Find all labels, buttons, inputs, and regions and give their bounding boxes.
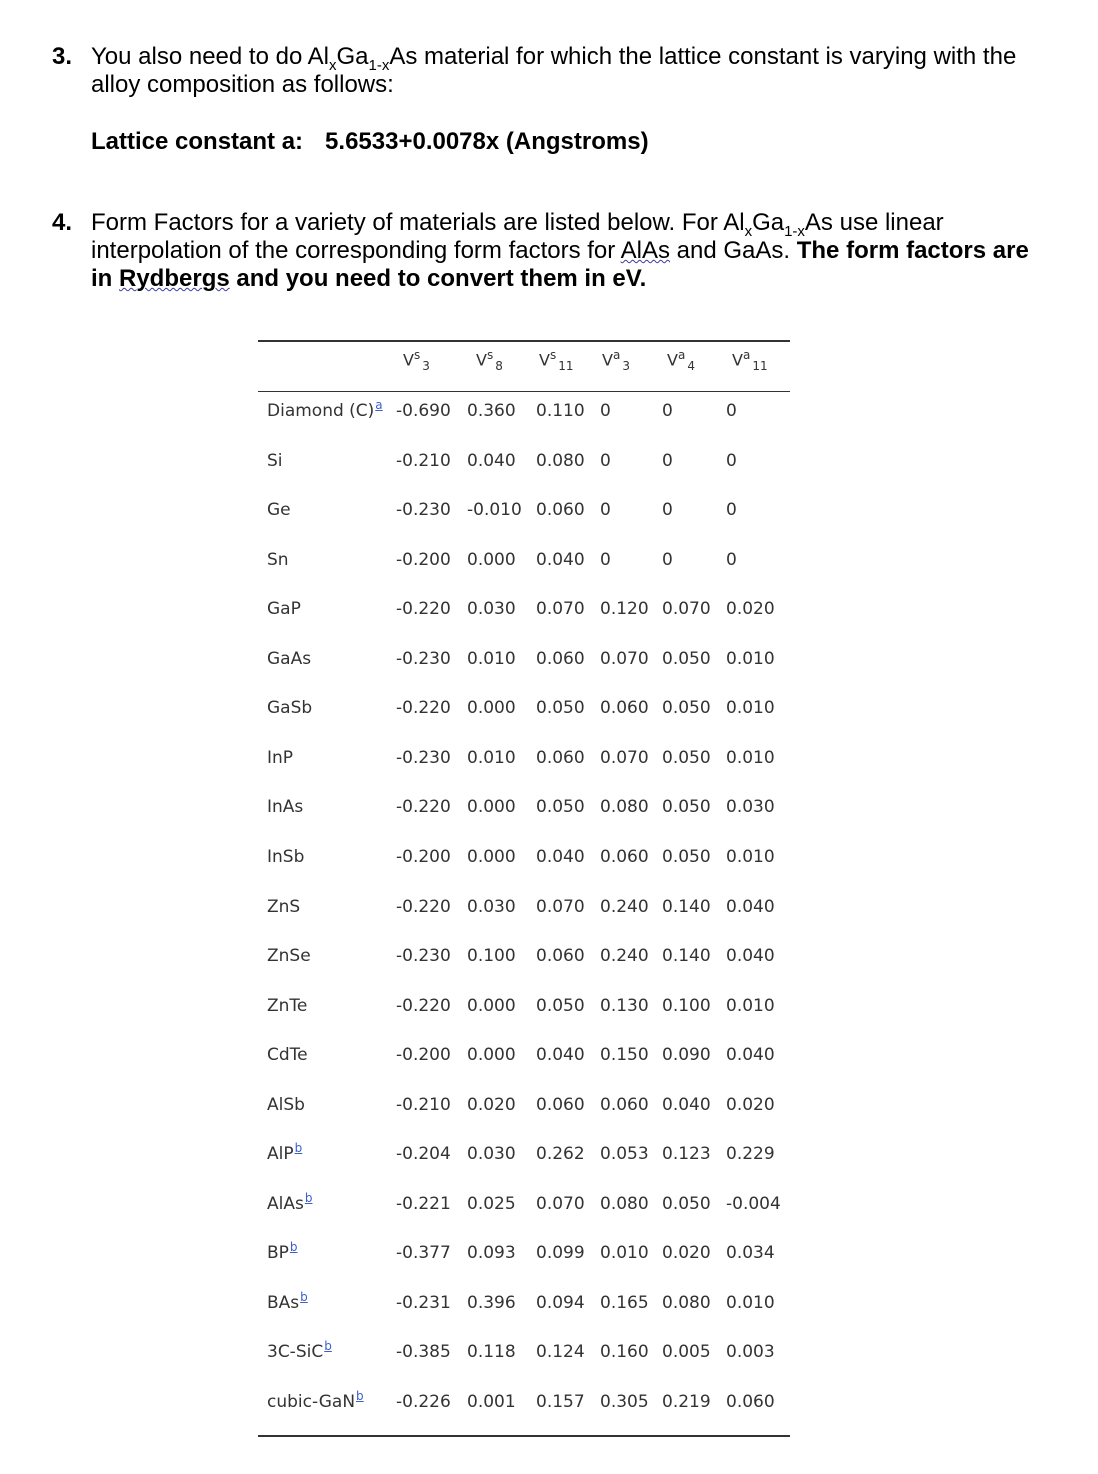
table-cell: 0.020 [726,599,775,619]
table-cell: 0.070 [536,897,585,917]
table-cell: 0.010 [726,996,775,1016]
table-cell: 0.060 [536,1095,585,1115]
table-cell: 0.050 [662,1194,711,1214]
table-cell: 0.160 [600,1342,649,1362]
column-header-6: $V^a_{11}$ [732,348,768,374]
table-row [258,698,790,728]
material-name: AlAs$^b$ [267,1191,313,1214]
table-cell: 0.118 [467,1342,516,1362]
table-row [258,897,790,927]
table-cell: 0.001 [467,1392,516,1412]
table-cell: 0.050 [536,698,585,718]
footnote-link[interactable]: b [300,1290,308,1304]
table-cell: 0.040 [536,550,585,570]
table-cell: -0.200 [396,847,451,867]
footnote-link[interactable]: b [304,1191,313,1205]
material-name: InSb [267,847,305,867]
table-cell: 0.040 [726,897,775,917]
table-row [258,748,790,778]
lattice-label: Lattice constant a: [91,128,304,155]
table-cell: 0.025 [467,1194,516,1214]
table-cell: 0.124 [536,1342,585,1362]
table-cell: 0.140 [662,946,711,966]
table-row [258,996,790,1026]
table-cell: 0.030 [726,797,775,817]
table-cell: 0.003 [726,1342,775,1362]
table-bottom-rule [258,1435,790,1437]
table-cell: 0.130 [600,996,649,1016]
table-cell: 0.080 [536,451,585,471]
table-cell: 0 [600,500,611,520]
table-cell: 0.060 [600,1095,649,1115]
table-cell: 0.120 [600,599,649,619]
question-4-text: Form Factors for a variety of materials are listed below. For $Al_xGa_{1-x}As$ use linear interpolation of the corresponding form factors for AlAs and GaAs. The form factors are in Rydbergs and you need to convert them in eV. [91,209,1029,292]
table-cell: -0.220 [396,599,451,619]
table-cell: 0.005 [662,1342,711,1362]
table-cell: 0.050 [536,996,585,1016]
column-header-1: $V^s_3$ [403,348,430,374]
footnote-link[interactable]: b [324,1339,332,1353]
table-cell: 0.219 [662,1392,711,1412]
table-row [258,847,790,877]
material-name: 3C-SiC$^b$ [267,1339,332,1362]
table-row [258,797,790,827]
table-cell: 0.034 [726,1243,775,1263]
material-name: Diamond (C)$^a$ [267,398,383,421]
material-name: ZnSe [267,946,311,966]
table-cell: 0.229 [726,1144,775,1164]
material-name: AlSb [267,1095,305,1115]
table-cell: 0.070 [536,1194,585,1214]
table-cell: 0.050 [662,649,711,669]
table-cell: 0.240 [600,897,649,917]
table-row [258,1240,790,1273]
material-name: cubic-GaN$^b$ [267,1389,364,1412]
table-row [258,1389,790,1422]
material-name: InP [267,748,294,768]
table-cell: 0.093 [467,1243,516,1263]
table-cell: 0.050 [662,748,711,768]
table-top-rule [258,340,790,342]
table-row [258,1045,790,1075]
table-cell: -0.230 [396,946,451,966]
table-cell: 0.000 [467,1045,516,1065]
table-cell: 0.070 [600,748,649,768]
table-cell: 0.060 [536,946,585,966]
table-cell: -0.200 [396,550,451,570]
table-cell: 0.000 [467,550,516,570]
table-cell: 0.010 [467,649,516,669]
lattice-constant-line [91,128,649,156]
material-name: Si [267,451,283,471]
material-name: CdTe [267,1045,308,1065]
table-cell: 0.070 [536,599,585,619]
table-cell: 0 [662,500,673,520]
table-cell: -0.200 [396,1045,451,1065]
material-name: GaAs [267,649,312,669]
table-cell: -0.220 [396,797,451,817]
table-cell: 0 [662,451,673,471]
table-cell: 0.010 [726,847,775,867]
table-cell: 0.080 [600,797,649,817]
table-row [258,1339,790,1372]
table-cell: -0.220 [396,897,451,917]
table-cell: -0.210 [396,451,451,471]
table-cell: 0.000 [467,847,516,867]
lattice-value: 5.6533+0.0078x (Angstroms) [325,128,649,155]
table-cell: 0.080 [600,1194,649,1214]
footnote-link[interactable]: b [356,1389,364,1403]
material-name: InAs [267,797,304,817]
table-cell: 0.060 [600,847,649,867]
table-cell: -0.226 [396,1392,451,1412]
table-cell: 0.010 [600,1243,649,1263]
table-row [258,1095,790,1125]
table-cell: -0.231 [396,1293,451,1313]
table-cell: 0.040 [536,1045,585,1065]
material-name: GaSb [267,698,313,718]
table-cell: 0.000 [467,797,516,817]
question-3-number: 3. [52,43,73,70]
table-cell: 0.053 [600,1144,649,1164]
table-cell: 0.040 [726,1045,775,1065]
table-cell: 0.000 [467,996,516,1016]
table-cell: 0 [726,451,737,471]
table-header-rule [258,391,790,392]
material-name: ZnS [267,897,301,917]
table-cell: 0.040 [726,946,775,966]
material-name: Ge [267,500,291,520]
table-cell: 0 [726,401,737,421]
table-cell: -0.221 [396,1194,451,1214]
table-cell: 0 [600,451,611,471]
table-cell: 0.020 [467,1095,516,1115]
table-cell: 0 [726,550,737,570]
footnote-link[interactable]: b [294,1141,303,1155]
footnote-link[interactable]: b [289,1240,298,1254]
table-cell: 0.020 [726,1095,775,1115]
table-cell: 0.123 [662,1144,711,1164]
table-cell: 0.000 [467,698,516,718]
footnote-link[interactable]: a [375,398,383,412]
table-cell: 0.305 [600,1392,649,1412]
table-cell: 0.060 [726,1392,775,1412]
table-row [258,649,790,679]
table-cell: 0.050 [662,698,711,718]
column-header-5: $V^a_4$ [667,348,695,374]
table-row [258,599,790,629]
table-cell: 0.040 [662,1095,711,1115]
table-cell: 0.040 [467,451,516,471]
table-cell: 0.010 [726,698,775,718]
form-factor-table [258,340,790,1438]
table-cell: 0.050 [662,847,711,867]
table-cell: -0.004 [726,1194,781,1214]
question-4-number: 4. [52,209,73,236]
table-cell: 0.070 [600,649,649,669]
table-cell: 0.030 [467,599,516,619]
table-cell: -0.377 [396,1243,451,1263]
table-cell: 0.050 [662,797,711,817]
table-row [258,550,790,580]
table-cell: 0.099 [536,1243,585,1263]
table-cell: 0.010 [726,748,775,768]
table-cell: 0 [662,550,673,570]
table-cell: -0.210 [396,1095,451,1115]
table-cell: 0.020 [662,1243,711,1263]
table-row [258,398,790,431]
table-cell: 0.060 [600,698,649,718]
table-cell: -0.010 [467,500,522,520]
table-cell: -0.385 [396,1342,451,1362]
table-row [258,1191,790,1224]
table-cell: 0.010 [726,649,775,669]
question-3-text: You also need to do $Al_xGa_{1-x}As$ material for which the lattice constant is varying with the alloy composition as follows: [91,43,1017,98]
table-cell: 0.090 [662,1045,711,1065]
table-cell: 0.100 [662,996,711,1016]
material-name: GaP [267,599,301,619]
material-name: BP$^b$ [267,1240,298,1263]
table-row [258,1141,790,1174]
table-cell: 0.070 [662,599,711,619]
table-cell: -0.220 [396,996,451,1016]
table-cell: 0.100 [467,946,516,966]
table-cell: -0.230 [396,748,451,768]
table-cell: 0.060 [536,748,585,768]
column-header-4: $V^a_3$ [602,348,630,374]
table-row [258,451,790,481]
table-cell: -0.690 [396,401,451,421]
table-cell: -0.220 [396,698,451,718]
table-cell: 0 [600,550,611,570]
table-row [258,1290,790,1323]
table-cell: -0.230 [396,649,451,669]
table-cell: 0.080 [662,1293,711,1313]
table-row [258,946,790,976]
table-cell: 0.094 [536,1293,585,1313]
table-cell: 0.360 [467,401,516,421]
table-cell: 0.165 [600,1293,649,1313]
table-cell: 0 [726,500,737,520]
table-cell: 0.040 [536,847,585,867]
table-cell: 0.060 [536,500,585,520]
table-cell: 0.050 [536,797,585,817]
table-cell: 0.240 [600,946,649,966]
table-cell: 0.262 [536,1144,585,1164]
material-name: BAs$^b$ [267,1290,308,1313]
table-cell: 0.157 [536,1392,585,1412]
material-name: ZnTe [267,996,308,1016]
table-cell: 0 [662,401,673,421]
material-name: AlP$^b$ [267,1141,303,1164]
table-cell: -0.204 [396,1144,451,1164]
table-cell: 0.396 [467,1293,516,1313]
table-cell: 0.010 [467,748,516,768]
table-cell: 0.140 [662,897,711,917]
table-cell: 0.030 [467,1144,516,1164]
table-cell: 0.150 [600,1045,649,1065]
table-cell: -0.230 [396,500,451,520]
table-cell: 0.010 [726,1293,775,1313]
material-name: Sn [267,550,289,570]
column-header-2: $V^s_8$ [476,348,503,374]
column-header-3: $V^s_{11}$ [539,348,574,374]
table-cell: 0.060 [536,649,585,669]
table-row [258,500,790,530]
table-cell: 0.110 [536,401,585,421]
table-cell: 0 [600,401,611,421]
table-cell: 0.030 [467,897,516,917]
